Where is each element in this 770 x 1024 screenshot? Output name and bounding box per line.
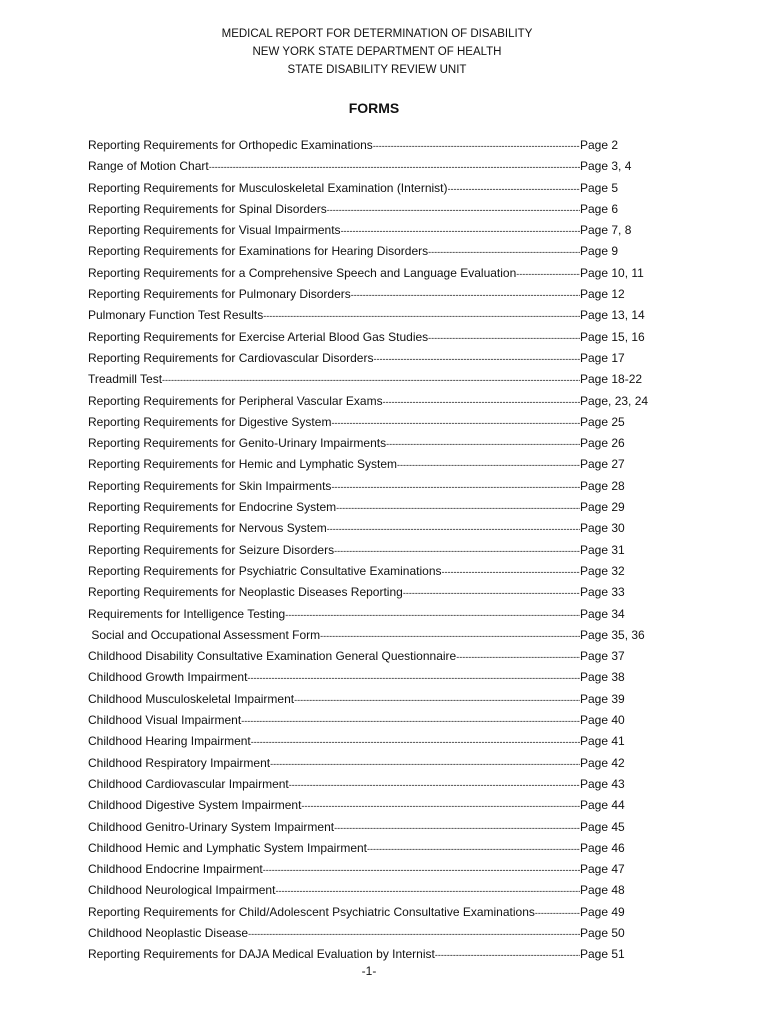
toc-entry-title: Childhood Genitro-Urinary System Impairment [88,819,335,834]
toc-entry [88,604,648,625]
toc-entry-page: Page 5 [580,180,619,195]
toc-entry-page: Page 34 [580,606,625,621]
toc-entry-page: Page 48 [580,883,625,898]
toc-entry [88,305,648,326]
toc-entry-page: Page 51 [580,947,625,962]
toc-entry [88,689,648,710]
toc-entry-page: Page 30 [580,521,625,536]
toc-dash-leader [334,541,580,562]
toc-entry-title: Reporting Requirements for Cardiovascular Disorders [88,350,374,365]
page-number: -1- [361,964,377,978]
toc-entry [88,731,648,752]
toc-entry [88,902,648,923]
toc-entry [88,817,648,838]
toc-entry-page: Page 45 [580,819,625,834]
toc-entry [88,220,648,241]
document-header [0,25,754,79]
toc-entry-page: Page 44 [580,798,625,813]
toc-entry [88,540,648,561]
toc-entry-title: Reporting Requirements for Pulmonary Disorders [88,287,351,302]
toc-entry-title: Reporting Requirements for Examinations for Hearing Disorders [88,244,429,259]
toc-entry-page: Page 25 [580,414,625,429]
toc-entry [88,582,648,603]
toc-entry-page: Page 17 [580,350,625,365]
toc-entry-title: Reporting Requirements for Visual Impairments [88,223,341,238]
toc-entry-title: Childhood Disability Consultative Examination General Questionnaire [88,649,457,664]
toc-entry-title: Range of Motion Chart [88,159,209,174]
toc-dash-leader [373,136,580,157]
toc-dash-leader [428,242,580,263]
toc-entry [88,838,648,859]
toc-entry-title: Reporting Requirements for Spinal Disorders [88,201,327,216]
toc-dash-leader [263,860,580,881]
toc-entry-page: Page 33 [580,585,625,600]
toc-entry-title: Reporting Requirements for Peripheral Vascular Exams [88,393,383,408]
toc-dash-leader [386,434,580,455]
toc-dash-leader [294,690,580,711]
toc-dash-leader [241,711,580,732]
toc-entry [88,199,648,220]
toc-dash-leader [428,328,580,349]
toc-entry [88,667,648,688]
toc-entry [88,646,648,667]
toc-entry-page: Page 10, 11 [580,265,644,280]
toc-entry-page: Page 2 [580,138,619,152]
toc-entry-title: Childhood Hemic and Lymphatic System Impairment [88,840,368,855]
toc-dash-leader [442,562,581,583]
toc-entry [88,923,648,944]
toc-entry [88,327,648,348]
toc-entry-title: Requirements for Intelligence Testing [88,606,286,621]
toc-entry [88,625,648,646]
toc-dash-leader [448,179,581,200]
toc-entry [88,454,648,475]
toc-entry [88,753,648,774]
forms-heading: FORMS [348,100,400,116]
toc-entry-title: Pulmonary Function Test Results [88,308,264,323]
toc-entry-title: Reporting Requirements for Exercise Arterial Blood Gas Studies [88,329,429,344]
toc-dash-leader [397,455,580,476]
toc-dash-leader [516,264,580,285]
toc-entry-page: Page 18-22 [580,372,643,387]
toc-dash-leader [336,498,580,519]
toc-entry [88,156,648,177]
toc-entry-page: Page 12 [580,287,625,302]
toc-dash-leader [341,221,580,242]
toc-entry-title: Childhood Hearing Impairment [88,734,251,749]
toc-entry-title: Childhood Visual Impairment [88,713,242,728]
toc-dash-leader [320,626,580,647]
toc-entry [88,710,648,731]
toc-dash-leader [263,306,580,327]
toc-entry [88,135,648,156]
toc-entry-title: Reporting Requirements for Nervous System [88,521,327,536]
toc-entry-page: Page 35, 36 [580,627,645,642]
toc-entry-page: Page 27 [580,457,625,472]
toc-entry-page: Page 15, 16 [580,329,645,344]
toc-dash-leader [456,647,580,668]
toc-entry-page: Page 47 [580,862,625,877]
toc-dash-leader [331,413,580,434]
toc-entry [88,859,648,880]
toc-entry-title: Reporting Requirements for Neoplastic Diseases Reporting [88,585,403,600]
toc-entry [88,284,648,305]
toc-entry-page: Page 37 [580,649,625,664]
header-line-department: NEW YORK STATE DEPARTMENT OF HEALTH [252,46,502,58]
toc-dash-leader [247,668,580,689]
toc-entry-page: Page 6 [580,201,619,216]
toc-entry-title: Social and Occupational Assessment Form [88,627,321,642]
toc-entry-page: Page 46 [580,840,625,855]
toc-entry-page: Page 43 [580,776,625,791]
toc-entry-title: Reporting Requirements for Orthopedic Examinations [88,138,373,152]
toc-dash-leader [403,583,580,604]
toc-dash-leader [289,775,580,796]
toc-entry [88,433,648,454]
toc-dash-leader [331,477,580,498]
toc-dash-leader [383,392,580,413]
toc-entry-title: Childhood Cardiovascular Impairment [88,776,289,791]
toc-entry [88,348,648,369]
toc-entry-title: Reporting Requirements for Child/Adolescent Psychiatric Consultative Examinations [88,904,535,919]
toc-dash-leader [162,370,580,391]
toc-dash-leader [301,796,580,817]
toc-entry-page: Page 7, 8 [580,223,632,238]
toc-entry-page: Page 13, 14 [580,308,645,323]
toc-entry-page: Page 39 [580,691,625,706]
toc-entry-title: Childhood Digestive System Impairment [88,798,302,813]
toc-entry [88,561,648,582]
toc-dash-leader [373,349,580,370]
toc-entry-title: Childhood Neoplastic Disease [88,925,249,940]
toc-entry-title: Reporting Requirements for Genito-Urinary Impairments [88,436,387,451]
toc-dash-leader [275,881,580,902]
toc-entry-title: Reporting Requirements for a Comprehensive Speech and Language Evaluation [88,265,517,280]
toc-entry-title: Childhood Respiratory Impairment [88,755,271,770]
toc-dash-leader [251,732,580,753]
toc-entry-title: Reporting Requirements for Psychiatric Consultative Examinations [88,563,442,578]
toc-entry [88,518,648,539]
toc-entry-page: Page 9 [580,244,619,259]
toc-dash-leader [535,903,580,924]
toc-entry [88,178,648,199]
toc-dash-leader [327,519,580,540]
toc-dash-leader [285,605,580,626]
toc-dash-leader [209,157,580,178]
toc-entry-title: Childhood Endocrine Impairment [88,862,263,877]
toc-dash-leader [367,839,580,860]
toc-dash-leader [327,200,580,221]
toc-entry-title: Reporting Requirements for Seizure Disorders [88,542,335,557]
forms-table-of-contents [88,135,648,966]
toc-dash-leader [248,924,580,945]
toc-dash-leader [351,285,580,306]
toc-entry-page: Page 28 [580,478,625,493]
toc-dash-leader [270,754,580,775]
toc-entry [88,944,648,965]
toc-entry-page: Page 31 [580,542,625,557]
toc-entry-title: Treadmill Test [88,372,163,387]
toc-entry-title: Childhood Musculoskeletal Impairment [88,691,295,706]
toc-entry-title: Reporting Requirements for Skin Impairments [88,478,332,493]
toc-entry-page: Page 42 [580,755,625,770]
toc-entry [88,795,648,816]
toc-entry-title: Reporting Requirements for Endocrine System [88,500,337,515]
toc-entry-title: Reporting Requirements for Hemic and Lymphatic System [88,457,398,472]
toc-entry [88,497,648,518]
toc-entry-page: Page 38 [580,670,625,685]
toc-entry-title: Reporting Requirements for DAJA Medical Evaluation by Internist [88,947,435,962]
toc-entry [88,774,648,795]
toc-entry-title: Reporting Requirements for Musculoskeletal Examination (Internist) [88,180,448,195]
toc-entry [88,391,648,412]
toc-entry [88,263,648,284]
toc-entry-page: Page 41 [580,734,625,749]
toc-entry-page: Page 3, 4 [580,159,632,174]
toc-entry-page: Page 40 [580,713,625,728]
toc-entry [88,880,648,901]
toc-entry-page: Page 49 [580,904,625,919]
toc-entry [88,412,648,433]
toc-entry-title: Childhood Neurological Impairment [88,883,276,898]
toc-entry [88,241,648,262]
toc-entry [88,369,648,390]
toc-entry-page: Page 32 [580,563,625,578]
header-line-unit: STATE DISABILITY REVIEW UNIT [287,64,467,76]
toc-entry-page: Page, 23, 24 [580,393,649,408]
toc-entry-title: Reporting Requirements for Digestive System [88,414,332,429]
toc-entry-page: Page 26 [580,436,625,451]
toc-entry [88,476,648,497]
header-line-report-title: MEDICAL REPORT FOR DETERMINATION OF DISABILITY [221,28,533,40]
toc-entry-page: Page 29 [580,500,625,515]
toc-entry-page: Page 50 [580,925,625,940]
toc-dash-leader [334,818,580,839]
toc-entry-title: Childhood Growth Impairment [88,670,248,685]
